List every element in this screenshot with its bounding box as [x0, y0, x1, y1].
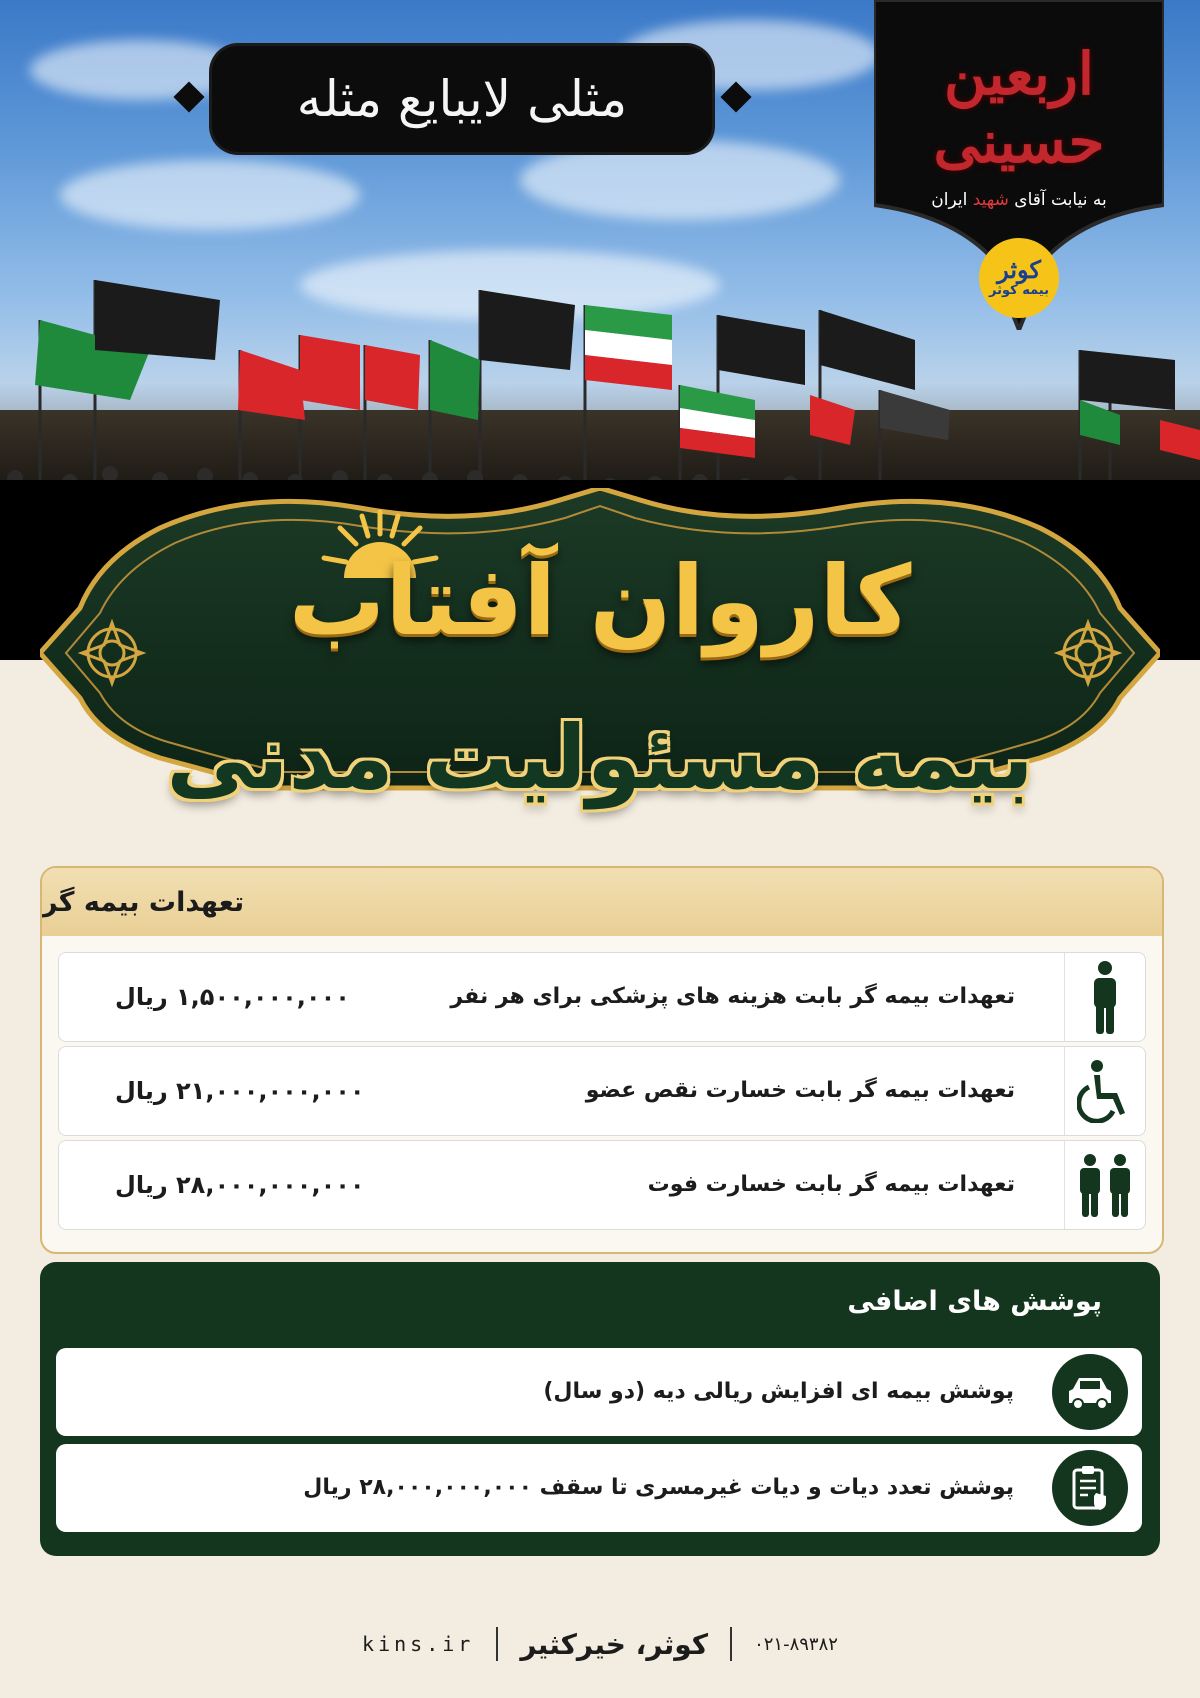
extra-coverage-row — [56, 1348, 1142, 1436]
arbaeen-badge — [874, 0, 1164, 320]
commitments-heading: تعهدات بیمه گر — [42, 886, 245, 918]
extra-coverage-label: پوشش تعدد دیات و دیات غیرمسری تا سقف ۲۸,۰۰۰,۰۰۰,۰۰۰ ریال — [303, 1475, 1014, 1500]
extra-coverage-panel — [40, 1262, 1160, 1556]
footer-divider — [730, 1627, 732, 1661]
kowsar-logo — [979, 238, 1059, 318]
two-people-icon — [1064, 1141, 1145, 1229]
commitment-row — [58, 1046, 1146, 1136]
badge-subtitle — [874, 190, 1164, 210]
commitments-header — [42, 868, 1162, 936]
commitment-label: تعهدات بیمه گر بابت خسارت نقص عضو — [585, 1078, 1015, 1103]
main-title: کاروان آفتاب — [288, 545, 912, 657]
car-icon — [1052, 1354, 1128, 1430]
badge-title: اربعین حسینی — [933, 40, 1105, 176]
commitments-panel — [40, 866, 1164, 1254]
commitment-amount: ۲۸,۰۰۰,۰۰۰,۰۰۰ ریال — [115, 1171, 365, 1199]
calligraphy-text: مثلی لایبایع مثله — [296, 70, 628, 128]
commitment-amount: ۲۱,۰۰۰,۰۰۰,۰۰۰ ریال — [115, 1077, 365, 1105]
logo-caption: بیمه کوثر — [989, 283, 1049, 298]
person-icon — [1064, 953, 1145, 1041]
extra-coverage-row — [56, 1444, 1142, 1532]
wheelchair-icon — [1064, 1047, 1145, 1135]
phone-number[interactable]: ۰۲۱-۸۹۳۸۲ — [754, 1633, 838, 1655]
commitment-amount: ۱,۵۰۰,۰۰۰,۰۰۰ ریال — [115, 983, 350, 1011]
commitment-label: تعهدات بیمه گر بابت هزینه های پزشکی برای هر نفر — [450, 984, 1015, 1009]
sub-title: بیمه مسئولیت مدنی — [166, 706, 1034, 809]
footer — [0, 1620, 1200, 1668]
badge-sub-highlight: شهید — [972, 190, 1009, 210]
commitment-row — [58, 1140, 1146, 1230]
calligraphy-banner — [212, 46, 712, 152]
extra-coverage-label: پوشش بیمه ای افزایش ریالی دیه (دو سال) — [543, 1379, 1014, 1404]
badge-sub-suffix: ایران — [931, 190, 973, 210]
logo-wordmark: کوثر — [997, 255, 1041, 284]
footer-slogan: کوثر، خیرکثیر — [520, 1627, 709, 1661]
website-link[interactable]: kins.ir — [362, 1632, 475, 1656]
badge-sub-prefix: به نیابت آقای — [1008, 190, 1107, 210]
footer-divider — [496, 1627, 498, 1661]
commitment-label: تعهدات بیمه گر بابت خسارت فوت — [647, 1172, 1015, 1197]
commitment-row — [58, 952, 1146, 1042]
clipboard-shield-icon — [1052, 1450, 1128, 1526]
extra-coverage-heading: پوشش های اضافی — [847, 1286, 1102, 1317]
